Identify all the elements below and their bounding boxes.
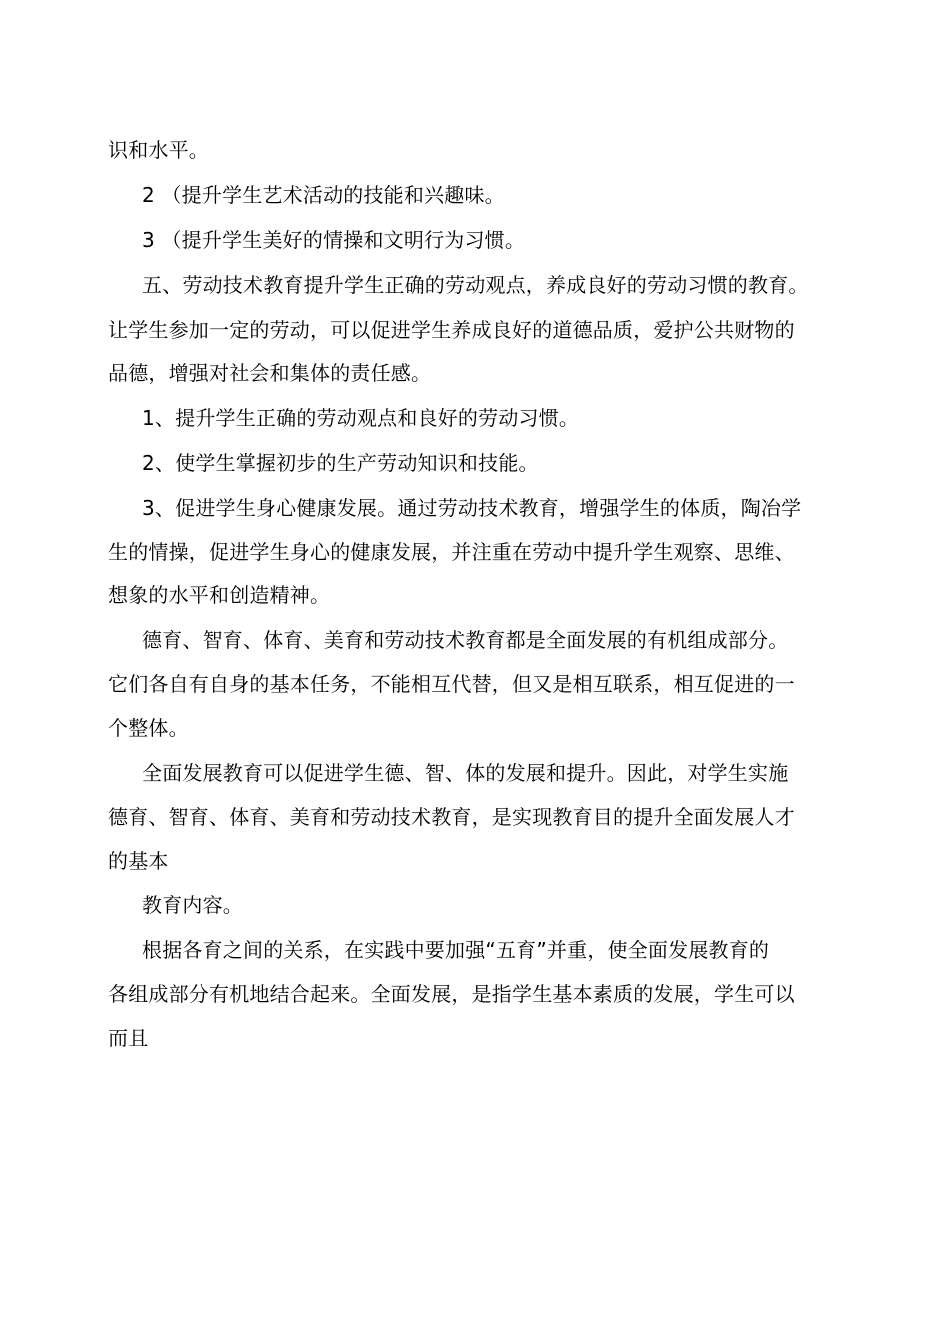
list-item: 3、促进学生身心健康发展。通过劳动技术教育，增强学生的体质，陶冶学 [142,496,802,520]
paragraph-line: 根据各育之间的关系，在实践中要加强“五育”并重，使全面发展教育的 [142,938,770,962]
section-heading-line: 五、劳动技术教育提升学生正确的劳动观点，养成良好的劳动习惯的教育。 [142,273,809,297]
list-item: 2、使学生掌握初步的生产劳动知识和技能。 [142,451,539,475]
text-line: 德育、智育、体育、美育和劳动技术教育，是实现教育目的提升全面发展人才 [108,805,795,829]
text-line: 生的情操，促进学生身心的健康发展，并注重在劳动中提升学生观察、思维、 [108,540,795,564]
paragraph-line: 全面发展教育可以促进学生德、智、体的发展和提升。因此，对学生实施 [142,761,789,785]
text-line: 它们各自有自身的基本任务，不能相互代替，但又是相互联系，相互促进的一 [108,672,795,696]
text-line: 想象的水平和创造精神。 [108,583,331,607]
list-item: 3 （提升学生美好的情操和文明行为习惯。 [142,228,526,252]
text-line: 的基本 [108,849,169,873]
list-item: 1、提升学生正确的劳动观点和良好的劳动习惯。 [142,406,580,430]
text-line: 而且 [108,1026,149,1050]
text-line: 教育内容。 [142,893,243,917]
text-line: 让学生参加一定的劳动，可以促进学生养成良好的道德品质，爱护公共财物的 [108,318,795,342]
text-line: 个整体。 [108,716,189,740]
text-line: 各组成部分有机地结合起来。全面发展，是指学生基本素质的发展，学生可以 [108,982,795,1006]
text-line: 识和水平。 [108,138,209,162]
paragraph-line: 德育、智育、体育、美育和劳动技术教育都是全面发展的有机组成部分。 [142,628,789,652]
text-line: 品德，增强对社会和集体的责任感。 [108,361,432,385]
list-item: 2 （提升学生艺术活动的技能和兴趣味。 [142,183,505,207]
